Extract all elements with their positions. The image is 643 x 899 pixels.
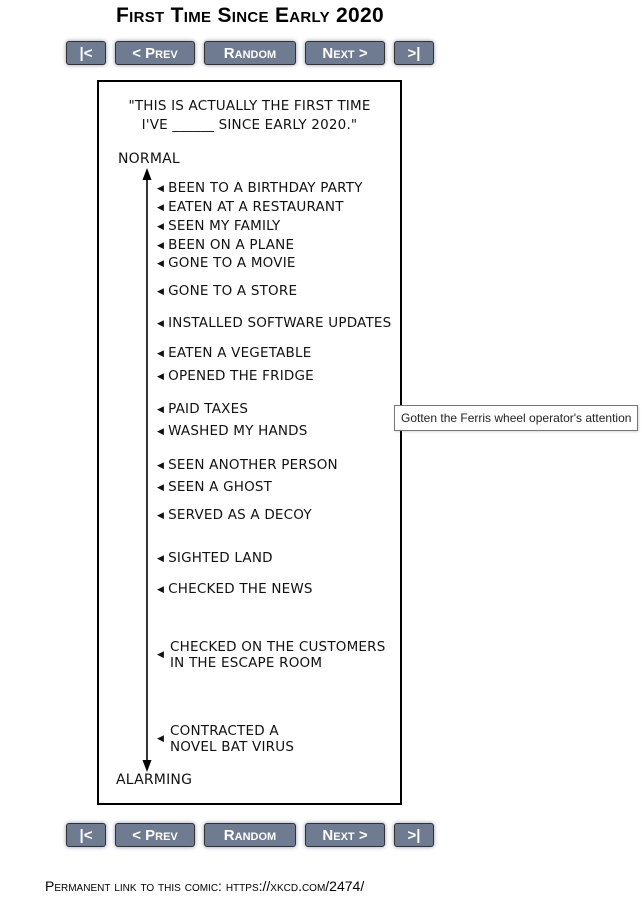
pointer-triangle-icon: ◀ [157, 222, 165, 232]
permanent-link-text: Permanent link to this comic: https://xkcd.com/2474/ [45, 878, 365, 894]
pointer-triangle-icon: ◀ [157, 427, 165, 437]
list-item: ◀ OPENED THE FRIDGE [157, 368, 314, 384]
list-item: ◀ SIGHTED LAND [157, 550, 273, 566]
axis-label-alarming: ALARMING [116, 772, 193, 788]
list-item: ◀ INSTALLED SOFTWARE UPDATES [157, 315, 392, 331]
pointer-triangle-icon: ◀ [157, 650, 165, 660]
comic-nav-top [0, 41, 500, 67]
list-item [157, 730, 168, 746]
pointer-triangle-icon: ◀ [157, 259, 165, 269]
pointer-triangle-icon: ◀ [157, 554, 165, 564]
random-comic-button[interactable]: Random [204, 823, 296, 847]
list-item-text-line-1: CONTRACTED A [170, 723, 279, 739]
list-item: ◀ BEEN ON A PLANE [157, 237, 295, 253]
pointer-triangle-icon: ◀ [157, 319, 165, 329]
axis-label-normal: NORMAL [118, 151, 180, 167]
pointer-triangle-icon: ◀ [157, 483, 165, 493]
list-item: ◀ BEEN TO A BIRTHDAY PARTY [157, 180, 363, 196]
pointer-triangle-icon: ◀ [157, 349, 165, 359]
pointer-triangle-icon: ◀ [157, 184, 165, 194]
list-item: ◀ WASHED MY HANDS [157, 423, 308, 439]
list-item: ◀ CHECKED THE NEWS [157, 581, 313, 597]
list-item-text-line-2: NOVEL BAT VIRUS [170, 739, 295, 755]
comic-title: First Time Since Early 2020 [116, 4, 384, 27]
pointer-triangle-icon: ◀ [157, 372, 165, 382]
list-item: ◀ SEEN MY FAMILY [157, 218, 281, 234]
last-comic-button[interactable]: >| [394, 41, 434, 65]
last-comic-button[interactable]: >| [394, 823, 434, 847]
pointer-triangle-icon: ◀ [157, 203, 165, 213]
next-comic-button[interactable]: Next > [305, 823, 385, 847]
list-item: ◀ GONE TO A MOVIE [157, 255, 296, 271]
list-item: ◀ SERVED AS A DECOY [157, 507, 312, 523]
pointer-triangle-icon: ◀ [157, 734, 165, 744]
next-comic-button[interactable]: Next > [305, 41, 385, 65]
first-comic-button[interactable]: |< [66, 823, 106, 847]
list-item-text-line-1: CHECKED ON THE CUSTOMERS [170, 639, 386, 655]
comic-nav-bottom [0, 823, 500, 849]
comic-quote-line-1: "THIS IS ACTUALLY THE FIRST TIME [128, 98, 371, 114]
pointer-triangle-icon: ◀ [157, 585, 165, 595]
pointer-triangle-icon: ◀ [157, 241, 165, 251]
list-item: ◀ EATEN AT A RESTAURANT [157, 199, 344, 215]
list-item [157, 646, 168, 662]
list-item-text-line-2: IN THE ESCAPE ROOM [170, 655, 323, 671]
comic-image[interactable] [97, 80, 402, 805]
list-item: ◀ SEEN A GHOST [157, 479, 273, 495]
comic-quote-line-2: I'VE ______ SINCE EARLY 2020." [141, 117, 358, 133]
random-comic-button[interactable]: Random [204, 41, 296, 65]
prev-comic-button[interactable]: < Prev [115, 41, 195, 65]
pointer-triangle-icon: ◀ [157, 461, 165, 471]
list-item: ◀ PAID TAXES [157, 401, 249, 417]
prev-comic-button[interactable]: < Prev [115, 823, 195, 847]
pointer-triangle-icon: ◀ [157, 287, 165, 297]
comic-hover-tooltip: Gotten the Ferris wheel operator's attention [394, 405, 638, 431]
first-comic-button[interactable]: |< [66, 41, 106, 65]
list-item: ◀ EATEN A VEGETABLE [157, 345, 312, 361]
pointer-triangle-icon: ◀ [157, 405, 165, 415]
pointer-triangle-icon: ◀ [157, 511, 165, 521]
list-item: ◀ SEEN ANOTHER PERSON [157, 457, 338, 473]
list-item: ◀ GONE TO A STORE [157, 283, 298, 299]
